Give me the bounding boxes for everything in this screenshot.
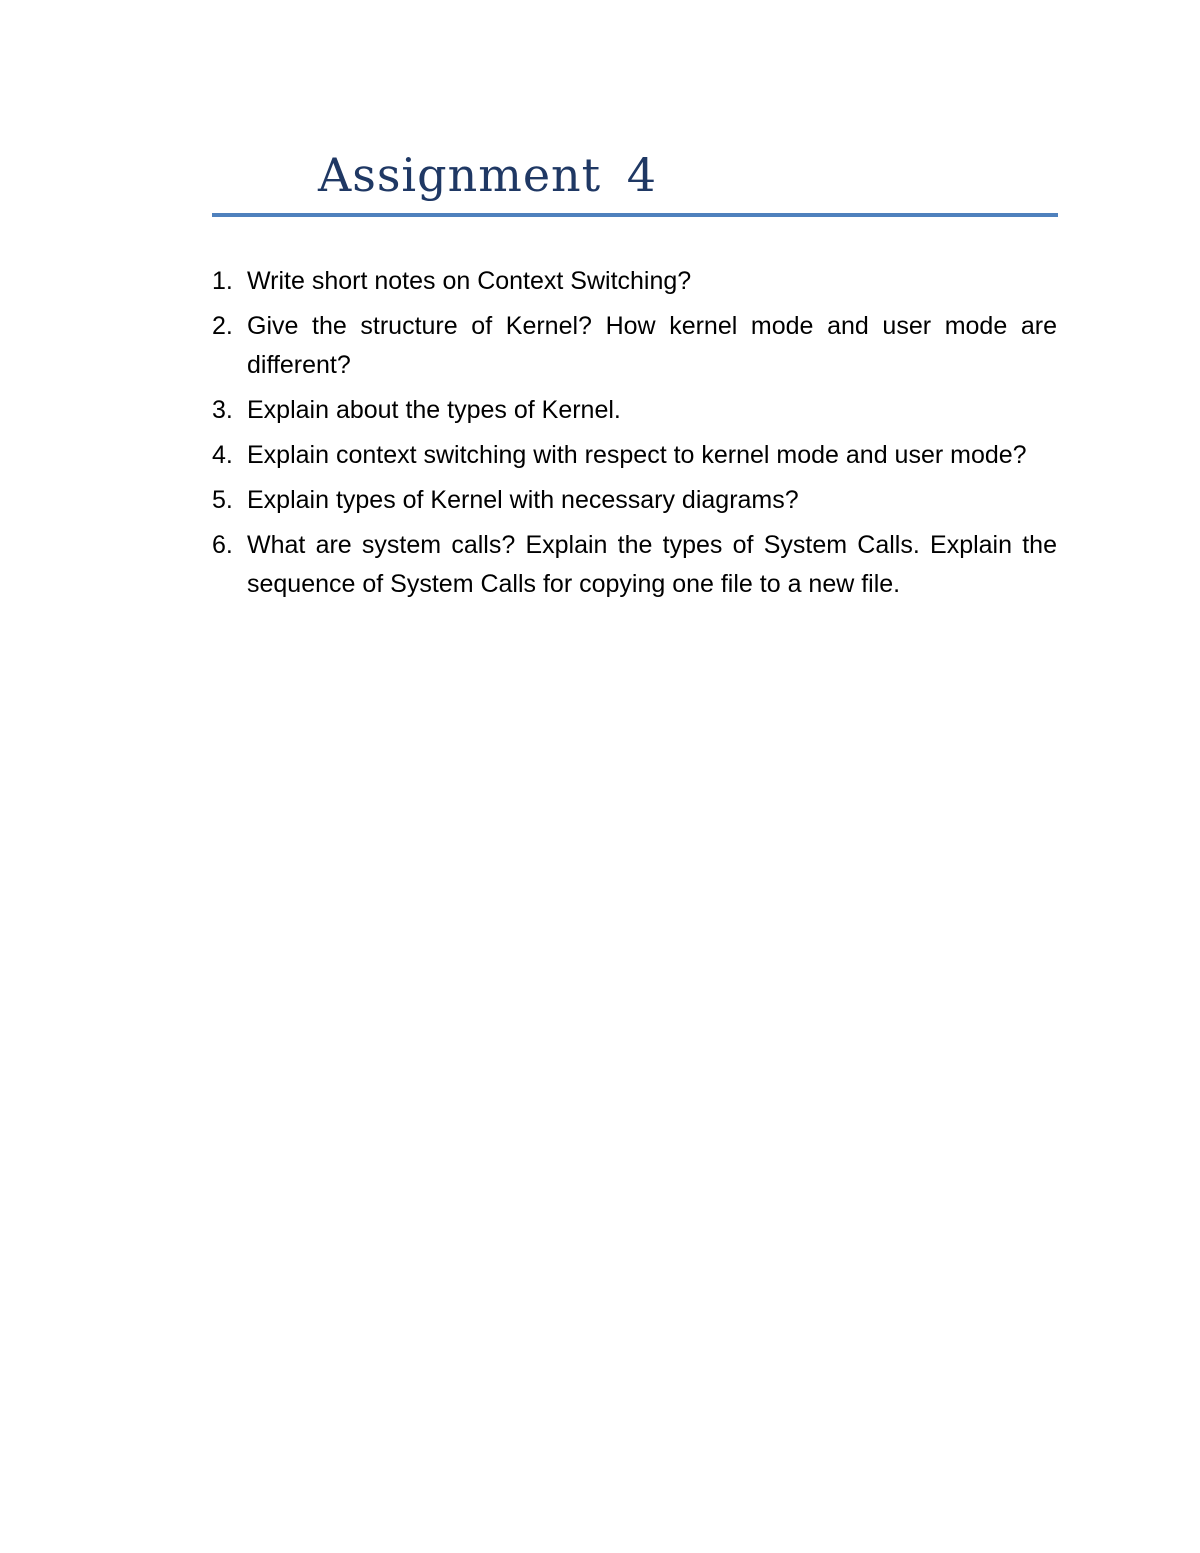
question-text: Explain about the types of Kernel. <box>247 396 621 424</box>
question-item-3 <box>212 391 1057 430</box>
question-number: 3. <box>212 396 233 424</box>
question-item-5 <box>212 481 1057 520</box>
question-number: 5. <box>212 486 233 514</box>
title-underline <box>212 213 1058 217</box>
question-number: 6. <box>212 531 233 559</box>
question-text: Give the structure of Kernel? How kernel mode and user mode are different? <box>247 312 1057 379</box>
question-number: 4. <box>212 441 233 469</box>
question-number: 1. <box>212 267 233 295</box>
question-number: 2. <box>212 312 233 340</box>
question-text: Explain types of Kernel with necessary diagrams? <box>247 486 799 514</box>
question-text: Write short notes on Context Switching? <box>247 267 692 295</box>
question-list <box>212 262 1057 610</box>
question-text: Explain context switching with respect to kernel mode and user mode? <box>247 441 1027 469</box>
question-text: What are system calls? Explain the types of System Calls. Explain the sequence of System Calls for copying one file to a new file. <box>247 531 1057 598</box>
question-item-1 <box>212 262 1057 301</box>
question-item-6 <box>212 526 1057 604</box>
question-item-4 <box>212 436 1057 475</box>
document-title: Assignment 4 <box>318 148 658 202</box>
question-item-2 <box>212 307 1057 385</box>
